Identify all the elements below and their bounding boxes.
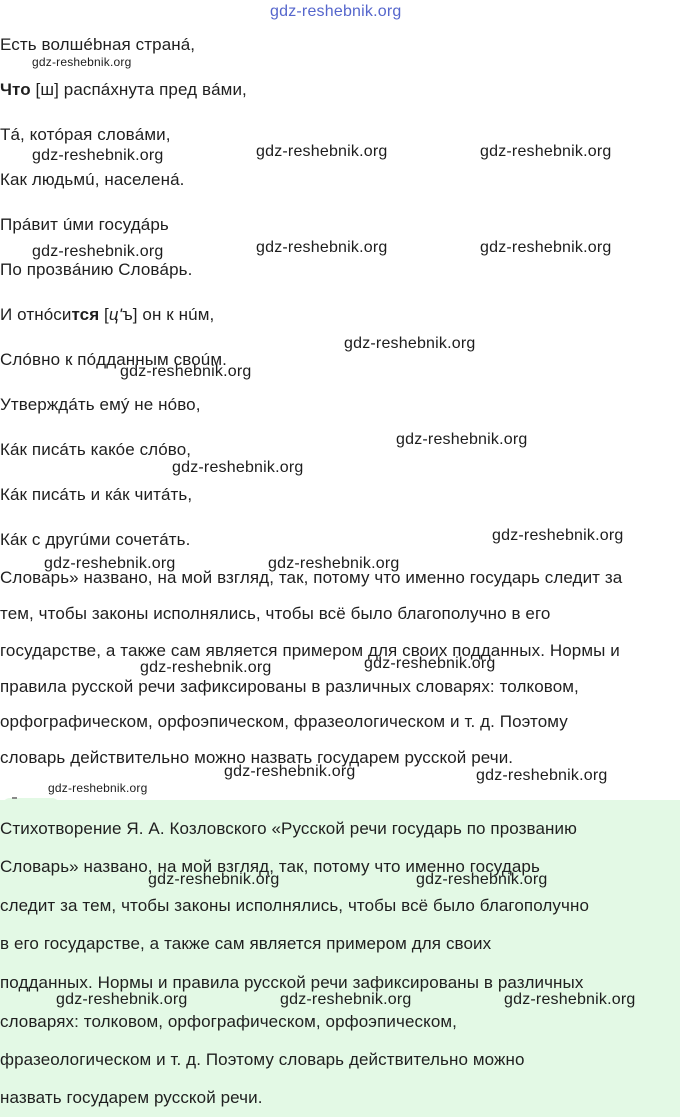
- answer-line: Стихотворение Я. А. Козловского «Русской речи государь по прозванию: [0, 819, 577, 838]
- watermark: gdz-reshebnik.org: [256, 239, 388, 256]
- answer-line: Словарь» названо, на мой взгляд, так, потому что именно государь: [0, 857, 540, 876]
- poem-line: [0, 80, 247, 100]
- poem-line: Тá, котóрая словáми,: [0, 125, 171, 144]
- watermark-top: gdz-reshebnik.org: [270, 3, 402, 20]
- poem-word-bold: тся: [71, 305, 100, 324]
- poem-word-bold: Что: [0, 80, 31, 99]
- watermark: gdz-reshebnik.org: [172, 459, 304, 476]
- watermark: gdz-reshebnik.org: [32, 55, 132, 69]
- watermark: gdz-reshebnik.org: [148, 871, 280, 888]
- watermark: gdz-reshebnik.org: [480, 143, 612, 160]
- watermark: gdz-reshebnik.org: [56, 991, 188, 1008]
- answer-line: словарях: толковом, орфографическом, орфоэпическом,: [0, 1012, 457, 1031]
- poem-line: Прáвит úми госудáрь: [0, 215, 169, 234]
- watermark: gdz-reshebnik.org: [396, 431, 528, 448]
- paragraph-line: словарь действительно можно назвать государем русской речи.: [0, 748, 514, 767]
- watermark: gdz-reshebnik.org: [268, 555, 400, 572]
- watermark: gdz-reshebnik.org: [224, 763, 356, 780]
- watermark: gdz-reshebnik.org: [504, 991, 636, 1008]
- paragraph-line: тем, чтобы законы исполнялись, чтобы всё было благополучно в его: [0, 604, 551, 623]
- watermark: gdz-reshebnik.org: [492, 527, 624, 544]
- answer-tab: [2, 798, 60, 812]
- poem-line: По прозвáнию Словáрь.: [0, 260, 193, 279]
- dash-mark: [12, 797, 17, 799]
- poem-line: Кáк писáть какóе слóво,: [0, 440, 192, 459]
- poem-line: Слóвно к пóдданным своúм.: [0, 350, 227, 369]
- watermark: gdz-reshebnik.org: [364, 655, 496, 672]
- answer-line: в его государстве, а также сам является примером для своих: [0, 934, 492, 953]
- watermark: gdz-reshebnik.org: [476, 767, 608, 784]
- answer-line: следит за тем, чтобы законы исполнялись, чтобы всё было благополучно: [0, 896, 590, 915]
- watermark: gdz-reshebnik.org: [140, 659, 272, 676]
- poem-line: Как людьмú, населенá.: [0, 170, 185, 189]
- watermark: gdz-reshebnik.org: [32, 147, 164, 164]
- paragraph-line: правила русской речи зафиксированы в различных словарях: толковом,: [0, 677, 579, 696]
- watermark: gdz-reshebnik.org: [120, 363, 252, 380]
- paragraph-line: государстве, а также сам является примером для своих подданных. Нормы и: [0, 641, 620, 660]
- watermark: gdz-reshebnik.org: [44, 555, 176, 572]
- poem-line: Есть волшébная странá,: [0, 35, 196, 54]
- poem-text: И отнóси: [0, 305, 72, 324]
- watermark: gdz-reshebnik.org: [256, 143, 388, 160]
- paragraph-line: орфографическом, орфоэпическом, фразеологическом и т. д. Поэтому: [0, 712, 568, 731]
- watermark: gdz-reshebnik.org: [32, 243, 164, 260]
- watermark: gdz-reshebnik.org: [280, 991, 412, 1008]
- poem-text: ъ] он к нúм,: [122, 305, 215, 324]
- poem-text: [: [99, 305, 109, 324]
- paragraph-line: Словарь» названо, на мой взгляд, так, потому что именно государь следит за: [0, 568, 623, 587]
- poem-transcription: ц': [108, 305, 123, 324]
- poem-line-rest: [ш] распáхнута пред вáми,: [30, 80, 247, 99]
- poem-line: Кáк с другúми сочетáть.: [0, 530, 191, 549]
- watermark: gdz-reshebnik.org: [480, 239, 612, 256]
- answer-line: фразеологическом и т. д. Поэтому словарь действительно можно: [0, 1050, 525, 1069]
- watermark: gdz-reshebnik.org: [48, 781, 148, 795]
- watermark: gdz-reshebnik.org: [344, 335, 476, 352]
- answer-line: назвать государем русской речи.: [0, 1088, 263, 1107]
- watermark: gdz-reshebnik.org: [416, 871, 548, 888]
- poem-line: [0, 305, 214, 325]
- answer-line: подданных. Нормы и правила русской речи зафиксированы в различных: [0, 973, 584, 992]
- poem-line: Кáк писáть и кáк читáть,: [0, 485, 193, 504]
- poem-line: Утверждáть емý не нóво,: [0, 395, 201, 414]
